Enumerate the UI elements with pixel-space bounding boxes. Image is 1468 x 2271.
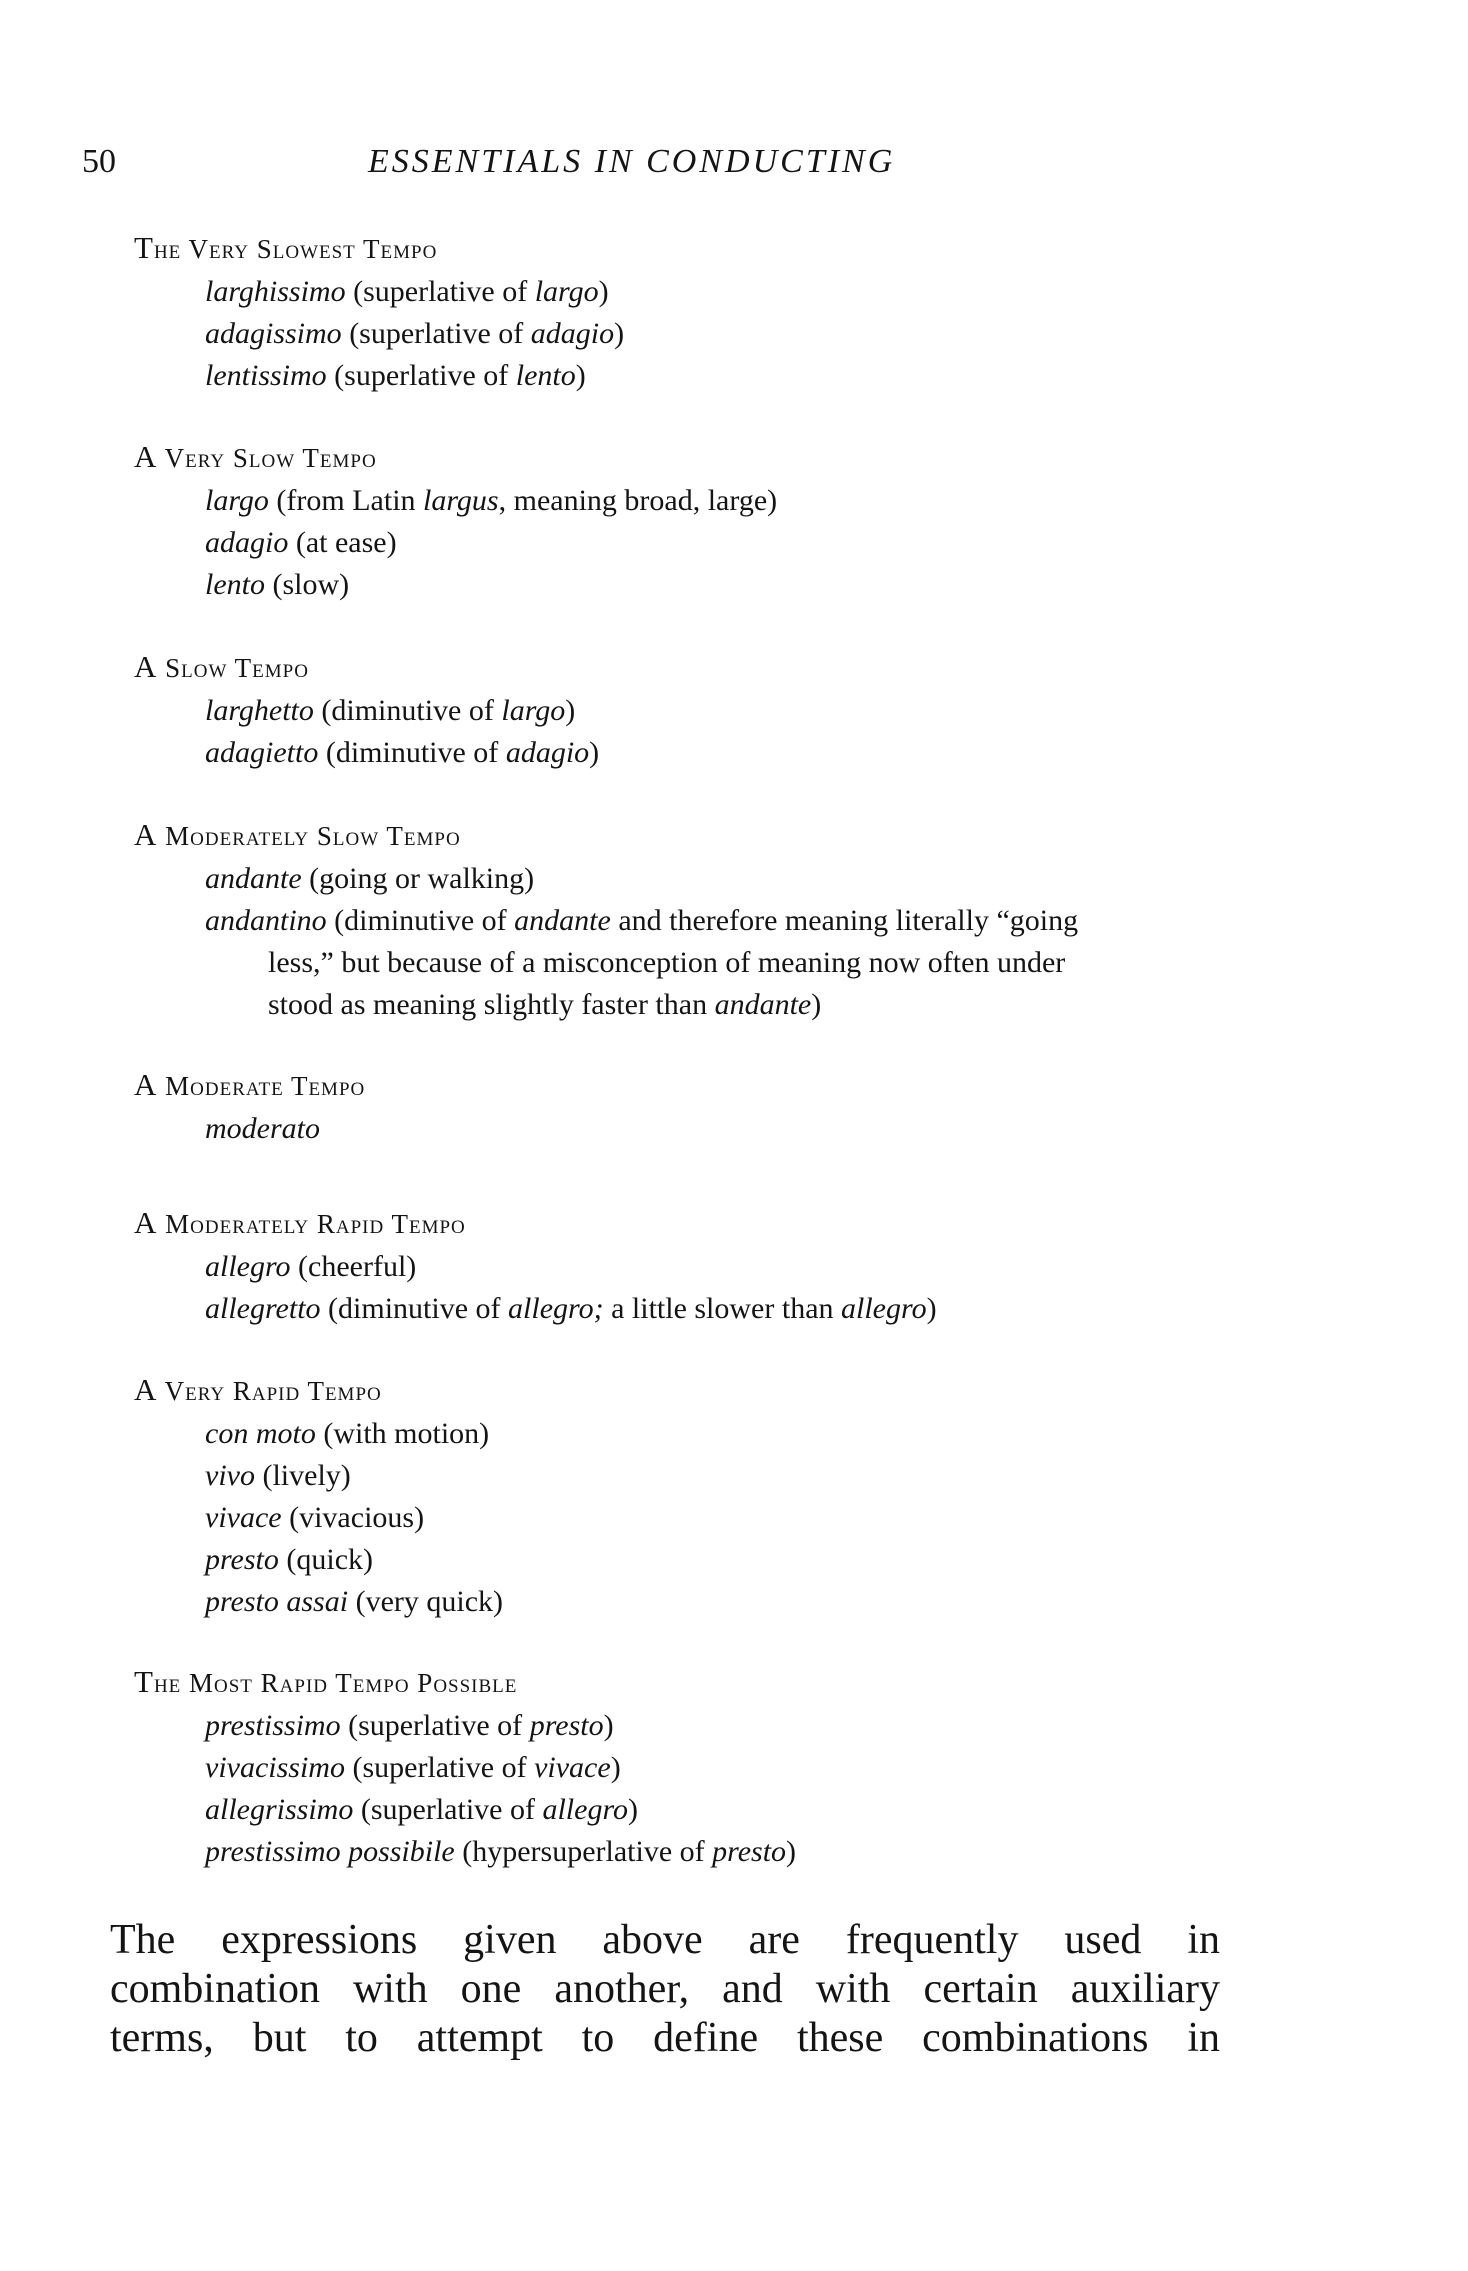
term-description-end: ) (610, 1751, 621, 1784)
term-entry (205, 1247, 416, 1287)
term-description-end: and therefore meaning literally “going (610, 904, 1079, 937)
term-description: (superlative of (352, 1751, 535, 1784)
term-entry (205, 314, 624, 354)
term-entry (205, 1109, 320, 1149)
term-description: (diminutive of (334, 904, 515, 937)
term-description-end: ) (811, 988, 822, 1021)
tempo-term: lentissimo (205, 359, 327, 392)
term-description: (hypersuperlative of (462, 1835, 713, 1868)
closing-paragraph (110, 1916, 1220, 2063)
tempo-term: larghissimo (205, 275, 346, 308)
term-entry (205, 1706, 614, 1746)
paragraph-line: The expressions given above are frequently used in (110, 1917, 1220, 1963)
term-description: (at ease) (295, 526, 397, 559)
term-entry (205, 1582, 503, 1622)
term-entry (205, 1790, 638, 1830)
term-entry (205, 733, 599, 773)
paragraph-line: combination with one another, and with certain auxiliary (110, 1966, 1220, 2012)
tempo-term: adagietto (205, 736, 319, 769)
section-heading: A Moderately Slow Tempo (134, 817, 461, 852)
term-entry (205, 272, 609, 312)
term-entry (205, 1832, 796, 1872)
term-continuation (268, 943, 1065, 983)
term-description-end: ) (598, 275, 609, 308)
page-number: 50 (82, 143, 116, 180)
tempo-term: lento (205, 568, 265, 601)
term-entry (205, 523, 397, 563)
term-reference: andante (514, 904, 611, 937)
tempo-term: adagissimo (205, 317, 342, 350)
term-description: (diminutive of (325, 736, 506, 769)
term-reference: vivace (534, 1751, 611, 1784)
tempo-term: andantino (205, 904, 327, 937)
term-entry (205, 691, 575, 731)
term-description: (diminutive of (328, 1292, 509, 1325)
term-description: (going or walking) (309, 862, 535, 895)
tempo-term: allegro (205, 1250, 291, 1283)
term-entry (205, 481, 777, 521)
section-heading: The Very Slowest Tempo (134, 230, 438, 265)
term-reference: allegro (841, 1292, 927, 1325)
tempo-term: largo (205, 484, 269, 517)
term-description: (from Latin (276, 484, 424, 517)
term-entry (205, 565, 349, 605)
term-description: (with motion) (323, 1417, 490, 1450)
term-reference: presto (529, 1709, 604, 1742)
term-description-end: ) (589, 736, 600, 769)
continuation-text: stood as meaning slightly faster than (268, 988, 715, 1021)
tempo-term: moderato (205, 1112, 320, 1145)
term-entry (205, 1748, 621, 1788)
term-entry (205, 1456, 351, 1496)
term-reference: allegro; (508, 1292, 604, 1325)
term-entry (205, 901, 1078, 941)
term-description: (quick) (286, 1543, 374, 1576)
term-reference: presto (712, 1835, 787, 1868)
term-description-end: a little slower than (603, 1292, 842, 1325)
term-description: (cheerful) (298, 1250, 417, 1283)
term-description: (superlative of (360, 1793, 543, 1826)
tempo-term: vivace (205, 1501, 282, 1534)
term-entry (205, 356, 586, 396)
section-heading: A Moderate Tempo (134, 1067, 366, 1102)
term-description-end: ) (926, 1292, 937, 1325)
term-reference: andante (714, 988, 812, 1021)
term-description-end: ) (786, 1835, 797, 1868)
term-description-end: ) (565, 694, 576, 727)
term-description: (lively) (262, 1459, 351, 1492)
continuation-text: less,” but because of a misconception of meaning now often under (268, 946, 1066, 979)
term-entry (205, 1540, 373, 1580)
term-entry (205, 1289, 937, 1329)
term-description: (superlative of (349, 317, 531, 350)
tempo-term: allegrissimo (205, 1793, 354, 1826)
term-description-end: ) (628, 1793, 639, 1826)
tempo-term: larghetto (205, 694, 314, 727)
term-entry (205, 859, 534, 899)
tempo-term: vivo (205, 1459, 255, 1492)
term-continuation (268, 985, 821, 1025)
term-reference: largo (501, 694, 566, 727)
term-description-end: ) (575, 359, 586, 392)
tempo-term: con moto (205, 1417, 316, 1450)
term-reference: adagio (505, 736, 590, 769)
term-description-end: ) (603, 1709, 614, 1742)
tempo-term: vivacissimo (205, 1751, 345, 1784)
term-description-end: ) (614, 317, 625, 350)
tempo-term: prestissimo possibile (205, 1835, 455, 1868)
section-heading: A Very Slow Tempo (134, 439, 377, 474)
term-description: (very quick) (355, 1585, 504, 1618)
term-description: (diminutive of (321, 694, 502, 727)
section-heading: The Most Rapid Tempo Possible (134, 1664, 518, 1699)
term-reference: adagio (530, 317, 615, 350)
term-reference: allegro (542, 1793, 629, 1826)
term-description: (superlative of (334, 359, 516, 392)
term-description-end: , meaning broad, large) (498, 484, 778, 517)
section-heading: A Moderately Rapid Tempo (134, 1205, 466, 1240)
term-description: (vivacious) (289, 1501, 425, 1534)
paragraph-line: terms, but to attempt to define these combinations in (110, 2015, 1220, 2061)
tempo-term: presto (205, 1543, 279, 1576)
term-entry (205, 1498, 424, 1538)
tempo-term: presto assai (205, 1585, 349, 1618)
term-reference: lento (515, 359, 576, 392)
section-heading: A Very Rapid Tempo (134, 1372, 382, 1407)
tempo-term: allegretto (205, 1292, 321, 1325)
tempo-term: prestissimo (205, 1709, 341, 1742)
term-description: (superlative of (348, 1709, 530, 1742)
tempo-term: andante (205, 862, 302, 895)
running-title: ESSENTIALS IN CONDUCTING (368, 143, 896, 180)
term-reference: largus (423, 484, 499, 517)
term-entry (205, 1414, 489, 1454)
section-heading: A Slow Tempo (134, 649, 309, 684)
tempo-term: adagio (205, 526, 289, 559)
term-description: (superlative of (353, 275, 535, 308)
term-description: (slow) (272, 568, 350, 601)
term-reference: largo (534, 275, 599, 308)
